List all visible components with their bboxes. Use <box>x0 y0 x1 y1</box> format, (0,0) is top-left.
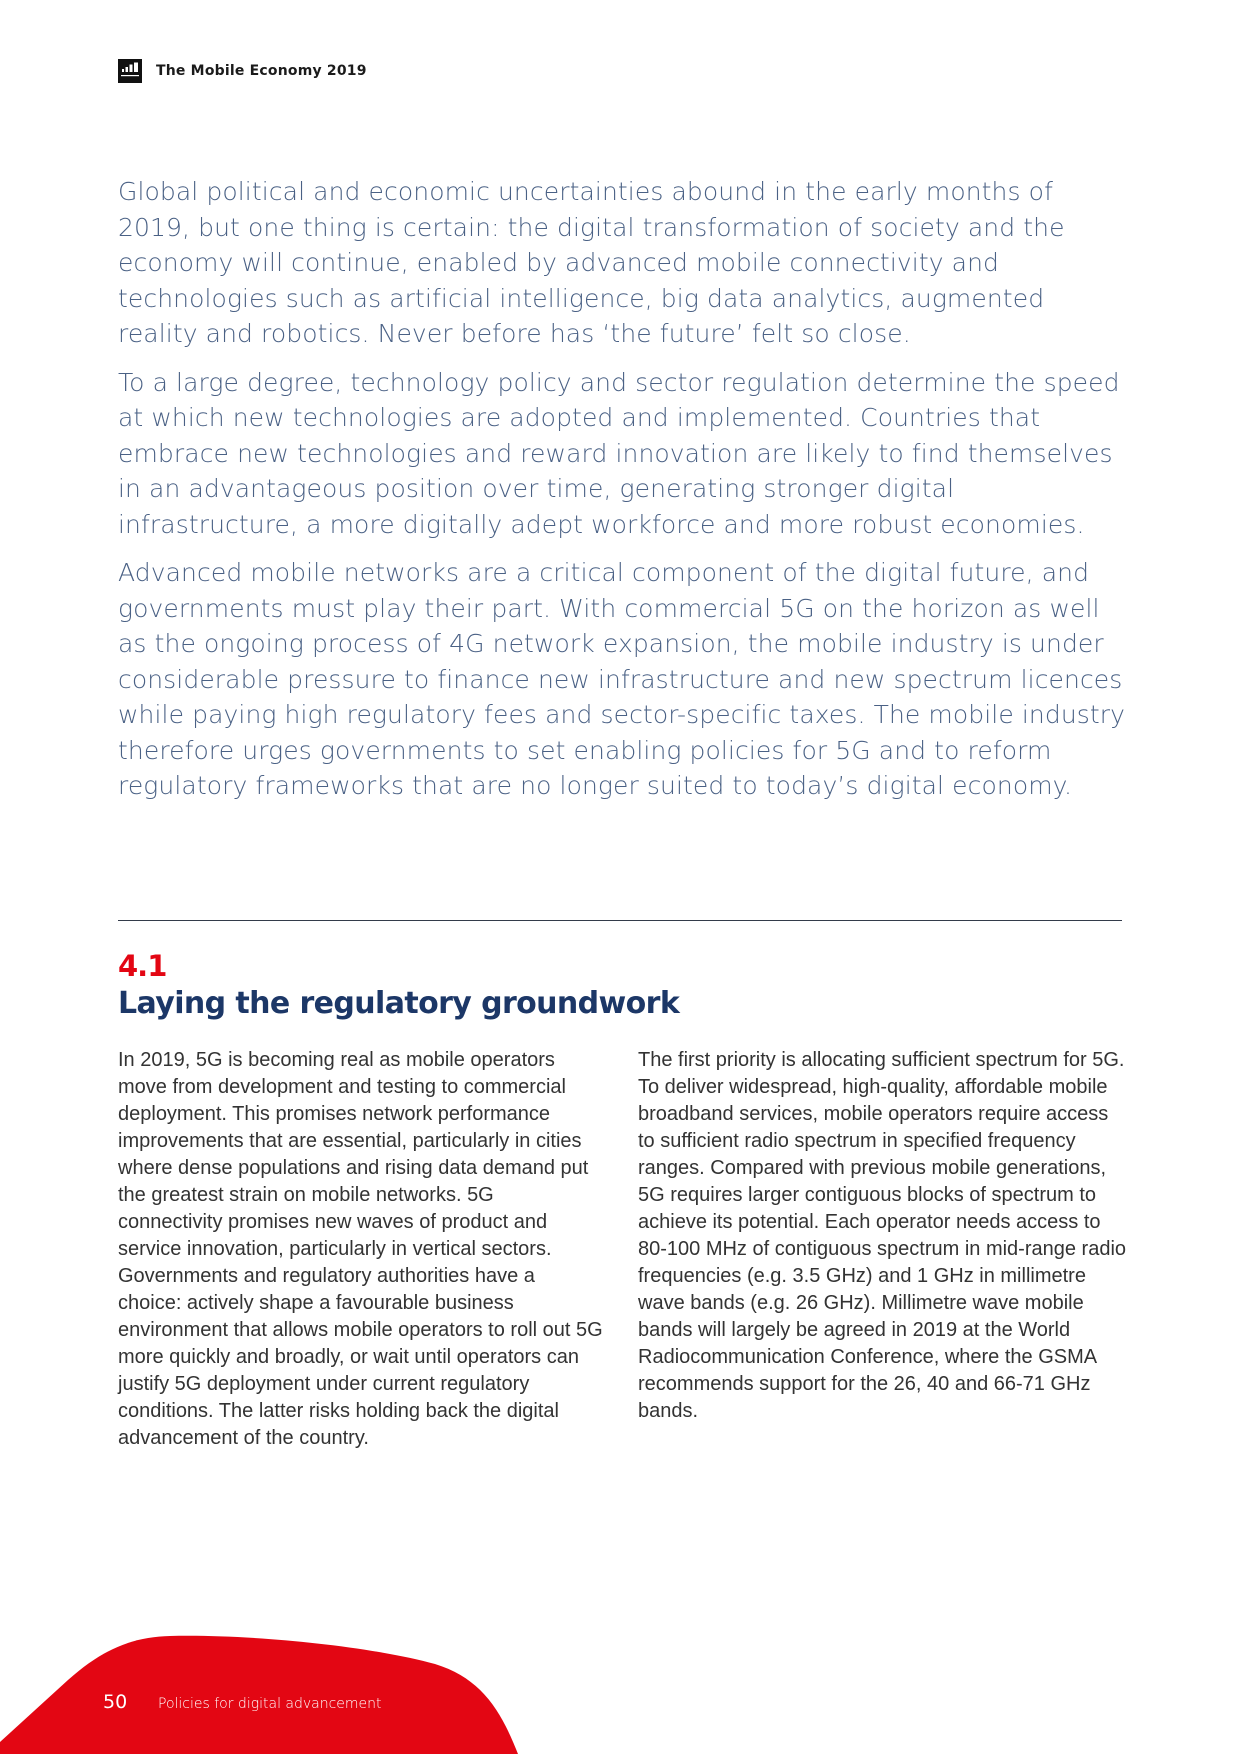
intro-paragraph: To a large degree, technology policy and sector regulation determine the speed at which new technologies are adopted and implemented. Countries that embrace new technologies and reward innovation are likely to find themselves in an advantageous position over time, generating stronger digital infrastructure, a more digitally adept workforce and more robust economies. <box>118 367 1120 539</box>
page-header <box>118 58 367 84</box>
intro-paragraph: Advanced mobile networks are a critical component of the digital future, and governments must play their part. With commercial 5G on the horizon as well as the ongoing process of 4G network expansion, the mobile industry is under considerable pressure to finance new infrastructure and new spectrum licences while paying high regulatory fees and sector-specific taxes. The mobile industry therefore urges governments to set enabling policies for 5G and to reform regulatory frameworks that are no longer suited to today’s digital economy. <box>118 558 1126 800</box>
document-title: The Mobile Economy 2019 <box>156 63 367 79</box>
section-divider <box>118 920 1122 921</box>
section-number: 4.1 <box>118 949 167 983</box>
section-title: Laying the regulatory groundwork <box>118 986 680 1021</box>
page-number: 50 <box>103 1691 128 1713</box>
footer-section-name: Policies for digital advancement <box>158 1696 382 1712</box>
body-column-right: The first priority is allocating sufficient spectrum for 5G. To deliver widespread, high-quality, affordable mobile broadband services, mobile operators require access to sufficient radio spectrum in specified frequency ranges. Compared with previous mobile generations, 5G requires larger contiguous blocks of spectrum to achieve its potential. Each operator needs access to 80-100 MHz of contiguous spectrum in mid-range radio frequencies (e.g. 3.5 GHz) and 1 GHz in millimetre wave bands (e.g. 26 GHz). Millimetre wave mobile bands will largely be agreed in 2019 at the World Radiocommunication Conference, where the GSMA recommends support for the 26, 40 and 66-71 GHz bands. <box>638 1049 1127 1422</box>
intro-paragraph: Global political and economic uncertainties abound in the early months of 2019, but one thing is certain: the digital transformation of society and the economy will continue, enabled by advanced mobile connectivity and technologies such as artificial intelligence, big data analytics, augmented reality and robotics. Never before has ‘the future’ felt so close. <box>118 177 1065 348</box>
intro-text <box>118 174 1128 817</box>
gsma-bars-icon <box>118 59 142 83</box>
footer-red-shape <box>0 1630 540 1754</box>
body-column-left: In 2019, 5G is becoming real as mobile operators move from development and testing to commercial deployment. This promises network performance improvements that are essential, particularly in cities where dense populations and rising data demand put the greatest strain on mobile networks. 5G connectivity promises new waves of product and service innovation, particularly in vertical sectors. Governments and regulatory authorities have a choice: actively shape a favourable business environment that allows mobile operators to roll out 5G more quickly and broadly, or wait until operators can justify 5G deployment under current regulatory conditions. The latter risks holding back the digital advancement of the country. <box>118 1049 603 1449</box>
